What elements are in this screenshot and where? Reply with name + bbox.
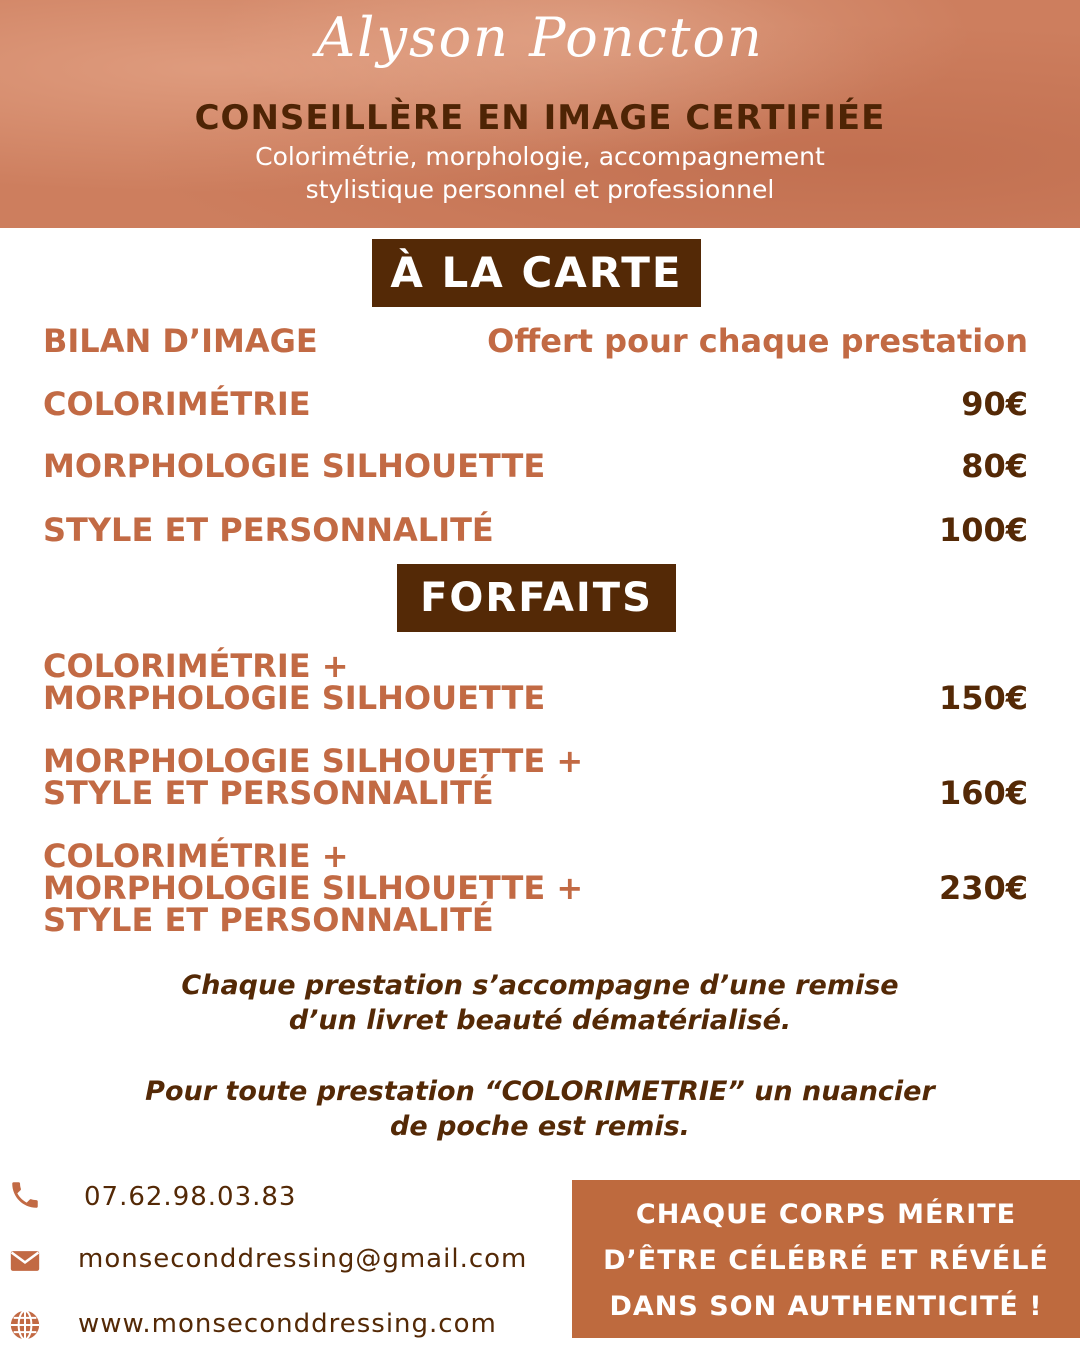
header-tagline: Colorimétrie, morphologie, accompagnement stylistique personnel et professionnel (255, 142, 825, 204)
header-subtitle: CONSEILLÈRE EN IMAGE CERTIFIÉE (194, 98, 886, 138)
package-label-3: COLORIMÉTRIE + MORPHOLOGIE SILHOUETTE + STYLE ET PERSONNALITÉ (43, 837, 584, 939)
section-title-a-la-carte: À LA CARTE (372, 239, 701, 307)
service-label-style: STYLE ET PERSONNALITÉ (43, 511, 494, 549)
phone-number[interactable]: 07.62.98.03.83 (84, 1182, 297, 1212)
section-title-forfaits: FORFAITS (397, 564, 676, 632)
motto-box (572, 1180, 1080, 1338)
globe-icon (8, 1308, 42, 1342)
service-label-bilan: BILAN D’IMAGE (43, 322, 318, 360)
package-price-2: 160€ (938, 774, 1028, 812)
service-price-style: 100€ (938, 511, 1028, 549)
note-livret: Chaque prestation s’accompagne d’une remise d’un livret beauté dématérialisé. (181, 970, 899, 1036)
package-label-2: MORPHOLOGIE SILHOUETTE + STYLE ET PERSONNALITÉ (43, 742, 584, 812)
mail-icon (8, 1244, 42, 1278)
package-price-3: 230€ (938, 869, 1028, 907)
package-label-1: COLORIMÉTRIE + MORPHOLOGIE SILHOUETTE (43, 647, 546, 717)
header-banner (0, 0, 1080, 228)
motto-text: CHAQUE CORPS MÉRITE D’ÊTRE CÉLÉBRÉ ET RÉVÉLÉ DANS SON AUTHENTICITÉ ! (603, 1199, 1049, 1322)
signature-name: Alyson Poncton (316, 6, 764, 69)
phone-icon (8, 1178, 42, 1212)
package-price-1: 150€ (938, 679, 1028, 717)
website-url[interactable]: www.monseconddressing.com (78, 1309, 497, 1339)
service-price-morphologie: 80€ (961, 447, 1028, 485)
service-label-morphologie: MORPHOLOGIE SILHOUETTE (43, 447, 546, 485)
note-nuancier: Pour toute prestation “COLORIMETRIE” un nuancier de poche est remis. (145, 1076, 935, 1142)
service-label-colorimetrie: COLORIMÉTRIE (43, 385, 311, 423)
email-address[interactable]: monseconddressing@gmail.com (78, 1244, 528, 1274)
service-price-colorimetrie: 90€ (961, 385, 1028, 423)
service-price-bilan: Offert pour chaque prestation (487, 322, 1028, 360)
